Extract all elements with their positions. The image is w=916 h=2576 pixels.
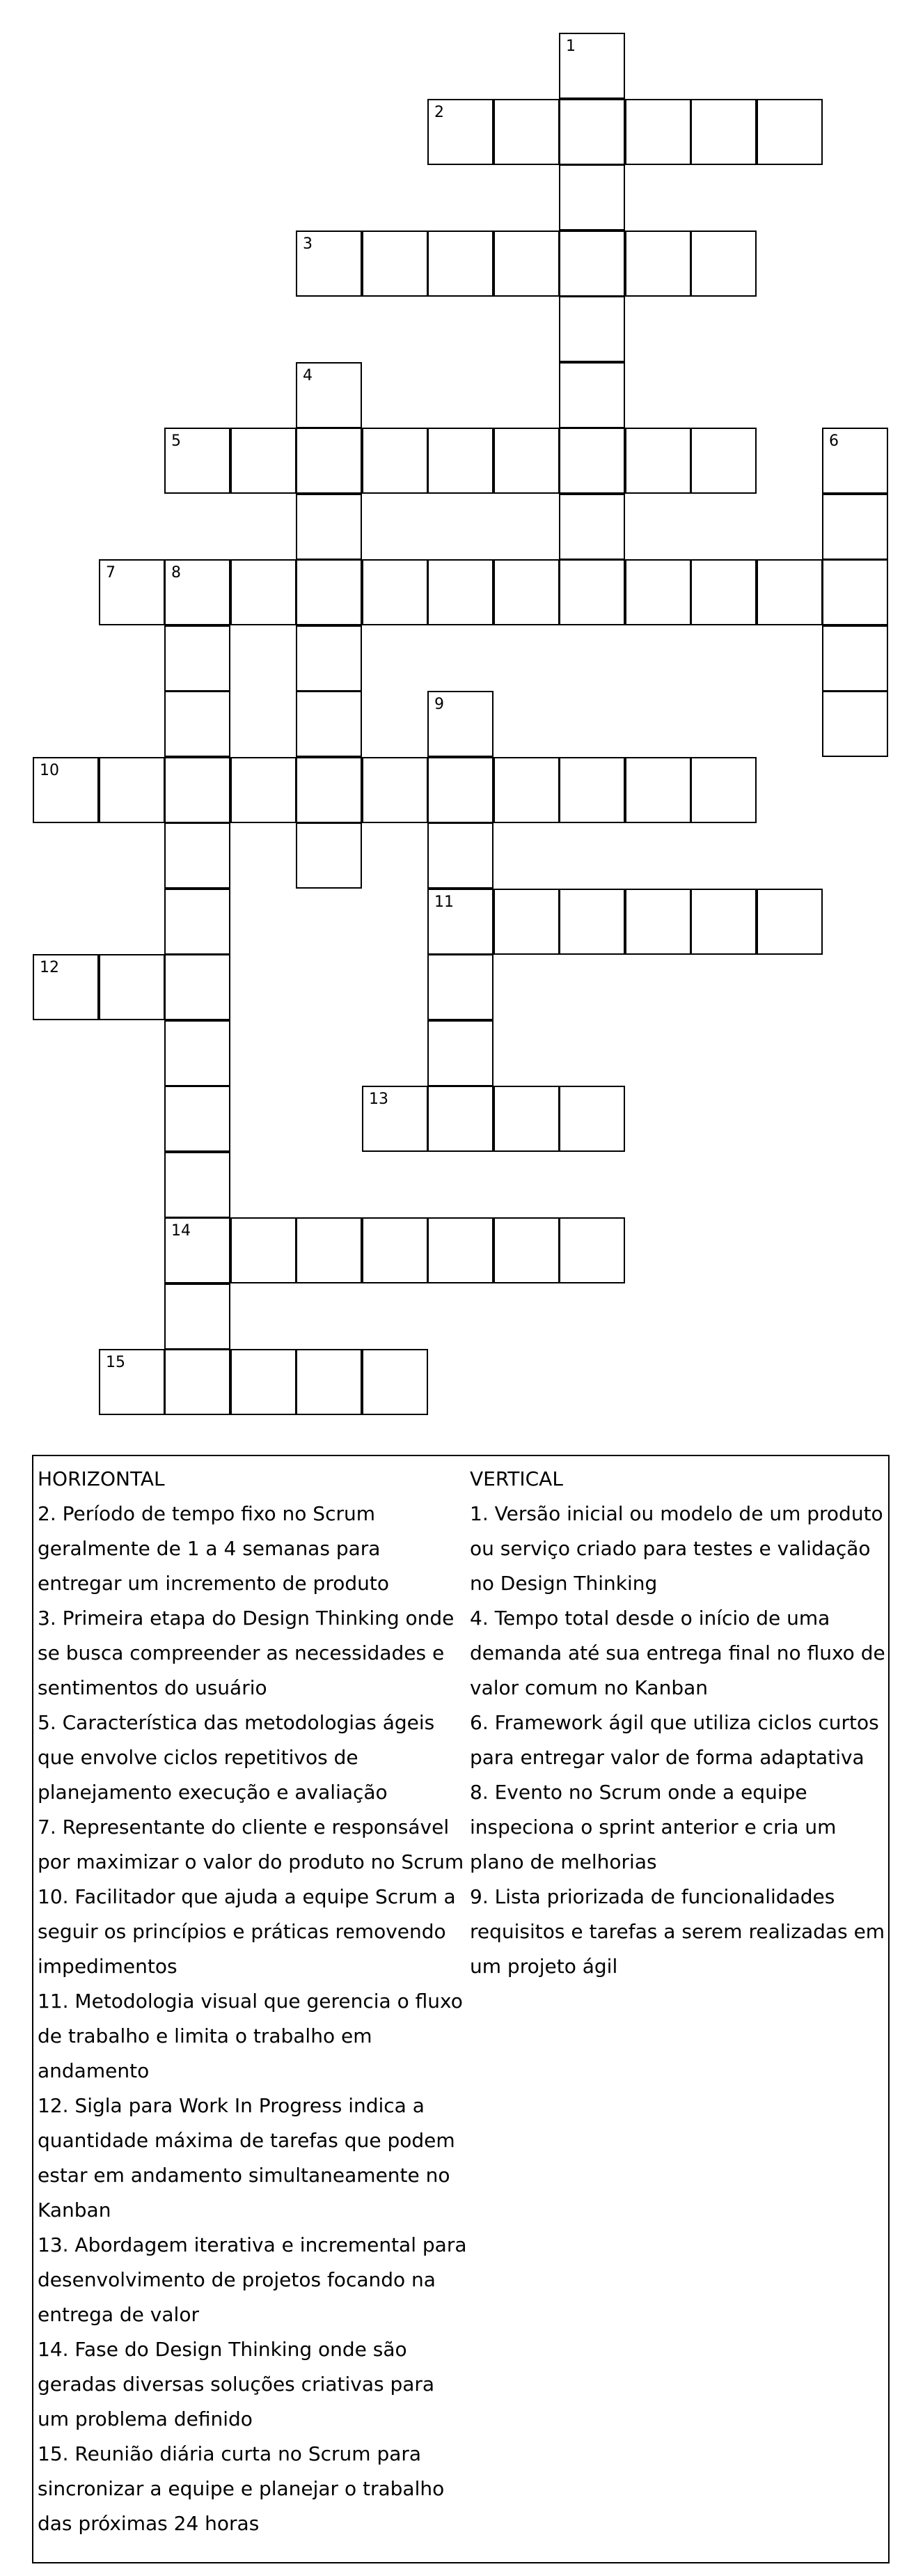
crossword-cell[interactable] [559, 33, 625, 99]
clue-number: 1 [566, 38, 576, 55]
clue-number: 2 [434, 104, 444, 121]
crossword-cell[interactable] [625, 757, 691, 823]
crossword-cell[interactable] [164, 1020, 230, 1086]
crossword-cell[interactable] [296, 1349, 362, 1415]
crossword-cell[interactable] [559, 1217, 625, 1283]
crossword-cell[interactable] [362, 231, 428, 297]
horizontal-clues [38, 1462, 468, 2541]
crossword-cell[interactable] [427, 99, 493, 165]
crossword-cell[interactable] [164, 889, 230, 955]
crossword-cell[interactable] [690, 559, 757, 625]
crossword-cell[interactable] [427, 428, 493, 494]
clue-horizontal-5: 5. Característica das metodologias ágeis que envolve ciclos repetitivos de planejamento execução e avaliação [38, 1711, 435, 1804]
crossword-cell[interactable] [362, 1217, 428, 1283]
crossword-cell[interactable] [296, 625, 362, 692]
crossword-cell[interactable] [230, 1349, 297, 1415]
crossword-cell[interactable] [493, 231, 560, 297]
clue-horizontal-11: 11. Metodologia visual que gerencia o fluxo de trabalho e limita o trabalho em andamento [38, 1990, 463, 2082]
crossword-cell[interactable] [493, 428, 560, 494]
crossword-cell[interactable] [230, 428, 297, 494]
clues-box [32, 1455, 890, 2563]
crossword-cell[interactable] [559, 231, 625, 297]
clue-number: 3 [303, 235, 313, 253]
crossword-cell[interactable] [164, 559, 230, 625]
crossword-cell[interactable] [559, 889, 625, 955]
crossword-cell[interactable] [99, 954, 165, 1020]
crossword-cell[interactable] [559, 757, 625, 823]
crossword-cell[interactable] [493, 1086, 560, 1152]
crossword-cell[interactable] [164, 822, 230, 889]
crossword-cell[interactable] [427, 1217, 493, 1283]
crossword-cell[interactable] [757, 559, 823, 625]
clue-number: 15 [106, 1354, 125, 1371]
crossword-cell[interactable] [362, 428, 428, 494]
crossword-cell[interactable] [625, 99, 691, 165]
crossword-cell[interactable] [690, 428, 757, 494]
crossword-cell[interactable] [33, 954, 99, 1020]
clue-number: 7 [106, 564, 116, 581]
vertical-clues [470, 1462, 887, 1984]
crossword-cell[interactable] [757, 99, 823, 165]
crossword-cell[interactable] [164, 1349, 230, 1415]
crossword-cell[interactable] [296, 1217, 362, 1283]
clue-vertical-9: 9. Lista priorizada de funcionalidades requisitos e tarefas a serem realizadas em um projeto ágil [470, 1885, 885, 1978]
crossword-cell[interactable] [296, 757, 362, 823]
crossword-cell[interactable] [559, 494, 625, 560]
crossword-cell[interactable] [164, 1152, 230, 1218]
crossword-cell[interactable] [99, 1349, 165, 1415]
clue-horizontal-10: 10. Facilitador que ajuda a equipe Scrum a seguir os princípios e práticas removendo impedimentos [38, 1885, 456, 1978]
crossword-cell[interactable] [559, 296, 625, 362]
crossword-cell[interactable] [99, 559, 165, 625]
clue-number: 12 [40, 959, 59, 976]
crossword-cell[interactable] [690, 889, 757, 955]
clue-number: 11 [434, 893, 454, 911]
vertical-title: VERTICAL [470, 1467, 563, 1490]
crossword-cell[interactable] [230, 757, 297, 823]
crossword-cell[interactable] [757, 889, 823, 955]
crossword-cell[interactable] [427, 1086, 493, 1152]
crossword-cell[interactable] [427, 1020, 493, 1086]
crossword-cell[interactable] [427, 559, 493, 625]
crossword-cell[interactable] [164, 625, 230, 692]
clue-number: 4 [303, 367, 313, 384]
clue-number: 14 [171, 1222, 191, 1240]
clue-number: 6 [829, 432, 839, 450]
crossword-cell[interactable] [33, 757, 99, 823]
crossword-cell[interactable] [690, 757, 757, 823]
crossword-cell[interactable] [164, 954, 230, 1020]
clue-horizontal-14: 14. Fase do Design Thinking onde são geradas diversas soluções criativas para um problema definido [38, 2338, 435, 2430]
crossword-cell[interactable] [296, 691, 362, 757]
crossword-cell[interactable] [427, 822, 493, 889]
crossword-cell[interactable] [690, 99, 757, 165]
clue-horizontal-12: 12. Sigla para Work In Progress indica a quantidade máxima de tarefas que podem estar em andamento simultaneamente no Kanban [38, 2094, 455, 2222]
crossword-cell[interactable] [164, 1283, 230, 1350]
clue-number: 5 [171, 432, 181, 450]
crossword-cell[interactable] [427, 954, 493, 1020]
crossword-cell[interactable] [164, 1086, 230, 1152]
crossword-cell[interactable] [559, 362, 625, 428]
crossword-cell[interactable] [559, 428, 625, 494]
crossword-cell[interactable] [625, 231, 691, 297]
crossword-cell[interactable] [822, 428, 888, 494]
crossword-cell[interactable] [822, 559, 888, 625]
crossword-cell[interactable] [164, 691, 230, 757]
clue-horizontal-7: 7. Representante do cliente e responsável por maximizar o valor do produto no Scrum [38, 1816, 464, 1873]
crossword-cell[interactable] [296, 822, 362, 889]
crossword-cell[interactable] [362, 757, 428, 823]
clue-number: 8 [171, 564, 181, 581]
crossword-cell[interactable] [362, 559, 428, 625]
crossword-cell[interactable] [427, 231, 493, 297]
crossword-cell[interactable] [296, 362, 362, 428]
crossword-cell[interactable] [427, 757, 493, 823]
crossword-cell[interactable] [362, 1086, 428, 1152]
clue-horizontal-3: 3. Primeira etapa do Design Thinking onde se busca compreender as necessidades e sentimentos do usuário [38, 1607, 455, 1699]
horizontal-title: HORIZONTAL [38, 1467, 165, 1490]
crossword-cell[interactable] [559, 99, 625, 165]
crossword-cell[interactable] [427, 889, 493, 955]
crossword-cell[interactable] [427, 691, 493, 757]
crossword-cell[interactable] [559, 559, 625, 625]
clue-horizontal-15: 15. Reunião diária curta no Scrum para sincronizar a equipe e planejar o trabalho das próximas 24 horas [38, 2442, 445, 2535]
crossword-cell[interactable] [296, 428, 362, 494]
crossword-cell[interactable] [493, 99, 560, 165]
crossword-cell[interactable] [493, 757, 560, 823]
clue-vertical-8: 8. Evento no Scrum onde a equipe inspeciona o sprint anterior e cria um plano de melhorias [470, 1781, 837, 1873]
crossword-cell[interactable] [625, 428, 691, 494]
crossword-cell[interactable] [559, 1086, 625, 1152]
crossword-cell[interactable] [230, 1217, 297, 1283]
clue-vertical-4: 4. Tempo total desde o início de uma demanda até sua entrega final no fluxo de valor comum no Kanban [470, 1607, 885, 1699]
crossword-cell[interactable] [822, 494, 888, 560]
crossword-cell[interactable] [822, 691, 888, 757]
crossword-cell[interactable] [822, 625, 888, 692]
clue-horizontal-13: 13. Abordagem iterativa e incremental para desenvolvimento de projetos focando na entrega de valor [38, 2233, 467, 2326]
crossword-cell[interactable] [625, 889, 691, 955]
crossword-cell[interactable] [625, 559, 691, 625]
crossword-cell[interactable] [296, 559, 362, 625]
crossword-cell[interactable] [296, 494, 362, 560]
clue-vertical-1: 1. Versão inicial ou modelo de um produto ou serviço criado para testes e validação no Design Thinking [470, 1502, 883, 1595]
crossword-cell[interactable] [493, 889, 560, 955]
crossword-cell[interactable] [230, 559, 297, 625]
crossword-cell[interactable] [362, 1349, 428, 1415]
clue-number: 10 [40, 762, 59, 779]
crossword-cell[interactable] [493, 559, 560, 625]
crossword-cell[interactable] [690, 231, 757, 297]
crossword-cell[interactable] [296, 231, 362, 297]
clue-horizontal-2: 2. Período de tempo fixo no Scrum geralmente de 1 a 4 semanas para entregar um incremento de produto [38, 1502, 389, 1595]
crossword-cell[interactable] [493, 1217, 560, 1283]
crossword-cell[interactable] [164, 1217, 230, 1283]
crossword-cell[interactable] [99, 757, 165, 823]
crossword-cell[interactable] [559, 164, 625, 231]
clue-number: 9 [434, 696, 444, 713]
clue-number: 13 [369, 1091, 388, 1108]
crossword-cell[interactable] [164, 428, 230, 494]
clue-vertical-6: 6. Framework ágil que utiliza ciclos curtos para entregar valor de forma adaptativa [470, 1711, 879, 1769]
crossword-cell[interactable] [164, 757, 230, 823]
